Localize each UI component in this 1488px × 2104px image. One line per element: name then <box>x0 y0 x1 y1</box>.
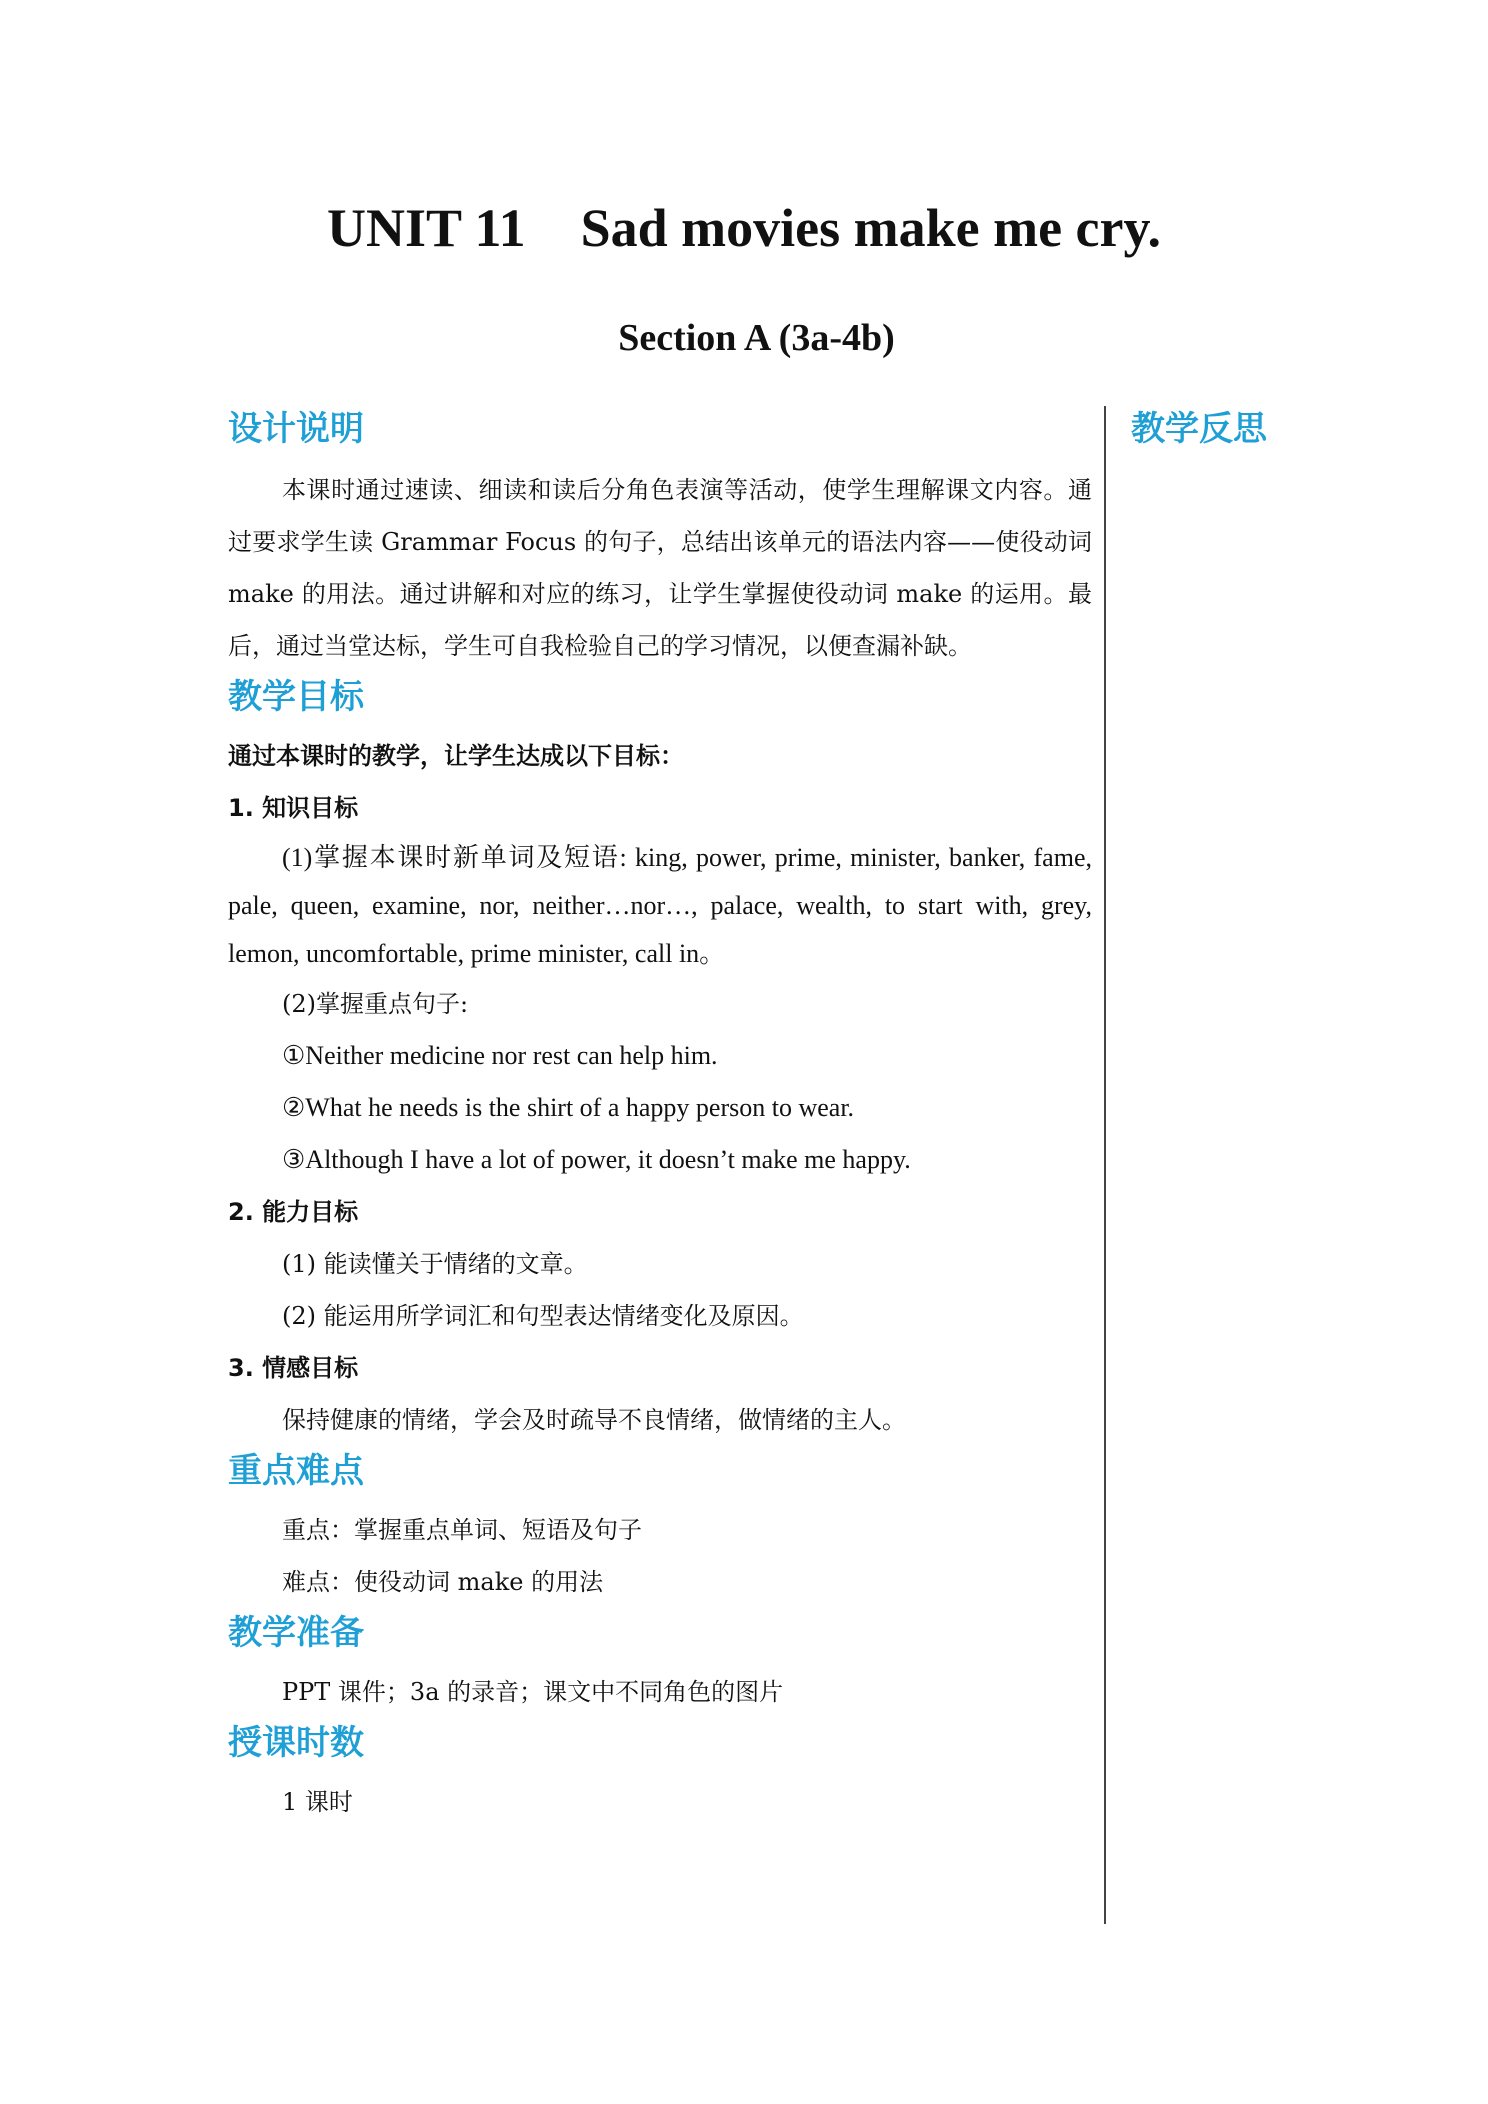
prep-text: PPT 课件；3a 的录音；课文中不同角色的图片 <box>282 1678 784 1706</box>
main-column <box>228 404 1092 1828</box>
goals-intro: 通过本课时的教学，让学生达成以下目标： <box>228 742 684 770</box>
key-focus: 重点：掌握重点单词、短语及句子 <box>282 1516 642 1544</box>
page-subtitle: Section A (3a-4b) <box>618 317 895 359</box>
ability-goal-title: 2. 能力目标 <box>228 1198 359 1226</box>
prep-heading: 教学准备 <box>228 1613 364 1653</box>
emotion-goal-text: 保持健康的情绪，学会及时疏导不良情绪，做情绪的主人。 <box>282 1406 906 1434</box>
key-sentence: ③Although I have a lot of power, it doesn’t make me happy. <box>282 1145 911 1174</box>
design-heading: 设计说明 <box>228 409 364 449</box>
knowledge-vocab: (1)掌握本课时新单词及短语: king, power, prime, minister, banker, fame, pale, queen, examine, nor, neither…nor…, palace, wealth, to start with, grey, lemon, uncomfortable, prime minister, call in。 <box>228 843 1092 968</box>
goals-heading: 教学目标 <box>228 677 364 717</box>
ability-item: (1) 能读懂关于情绪的文章。 <box>282 1250 588 1278</box>
page-title <box>0 194 1488 262</box>
unit-number: UNIT 11 <box>327 198 526 258</box>
reflection-heading: 教学反思 <box>1131 409 1267 449</box>
key-sentence: ①Neither medicine nor rest can help him. <box>282 1041 718 1070</box>
hours-heading: 授课时数 <box>228 1723 364 1763</box>
unit-name: Sad movies make me cry. <box>580 198 1161 258</box>
key-sentence: ②What he needs is the shirt of a happy person to wear. <box>282 1093 855 1122</box>
hours-text: 1 课时 <box>282 1788 353 1816</box>
design-text: 本课时通过速读、细读和读后分角色表演等活动，使学生理解课文内容。通过要求学生读 Grammar Focus 的句子，总结出该单元的语法内容——使役动词 make 的用法。通过讲解和对应的练习，让学生掌握使役动词 make 的运用。最后，通过当堂达标，学生可自我检验自己的学习情况，以便查漏补缺。 <box>228 476 1092 660</box>
column-divider <box>1104 406 1106 1924</box>
knowledge-goal-title: 1. 知识目标 <box>228 794 359 822</box>
key-difficulty: 难点：使役动词 make 的用法 <box>282 1568 604 1596</box>
emotion-goal-title: 3. 情感目标 <box>228 1354 359 1382</box>
ability-item: (2) 能运用所学词汇和句型表达情绪变化及原因。 <box>282 1302 804 1330</box>
key-points-heading: 重点难点 <box>228 1451 364 1491</box>
knowledge-sentences-title: (2)掌握重点句子: <box>282 990 469 1018</box>
